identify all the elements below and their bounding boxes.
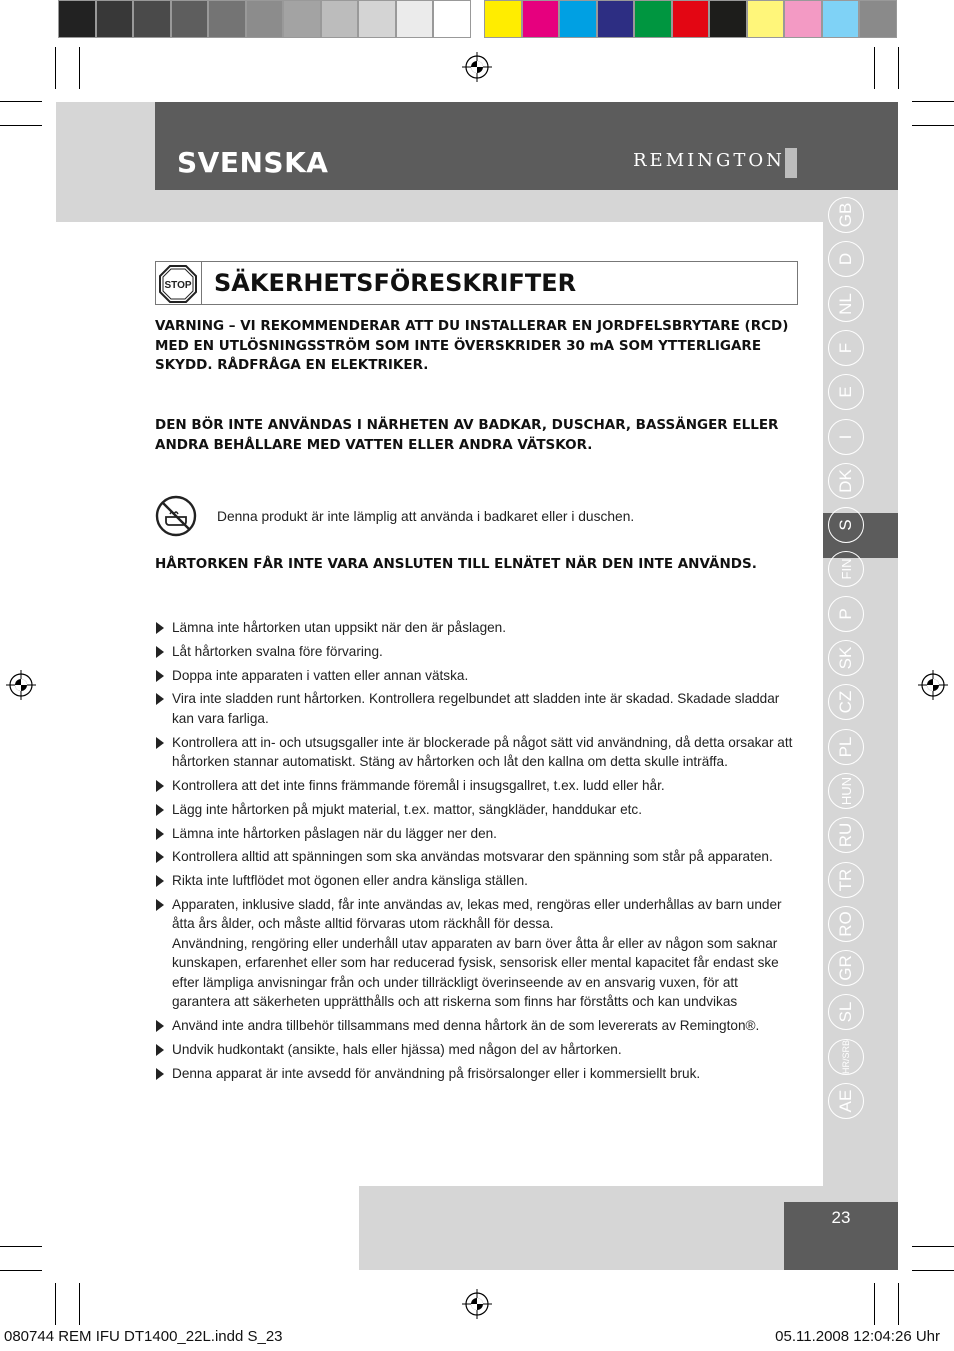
color-swatch	[709, 0, 747, 38]
bullet-triangle-icon	[156, 875, 164, 887]
list-item: Kontrollera alltid att spänningen som ska användas motsvarar den spänning som står på apparaten.	[155, 847, 795, 867]
stop-sign-icon	[158, 264, 198, 304]
bath-note: Denna produkt är inte lämplig att använda i badkaret eller i duschen.	[217, 509, 635, 524]
language-tab[interactable]: DK	[828, 463, 864, 499]
bullet-triangle-icon	[156, 646, 164, 658]
list-item: Lämna inte hårtorken påslagen när du lägger ner den.	[155, 824, 795, 844]
list-item: Apparaten, inklusive sladd, får inte användas av, lekas med, rengöras eller underhållas av barn under åtta års ålder, och måste alltid förvaras utom räckhåll för dessa. Användning, rengöring eller underhåll utav apparaten av barn över åtta år eller av någon som saknar kunskapen, erfarenhet eller som har reducerad fysisk, sensorisk eller mental kapacitet får endast ske efter lämpliga anvisningar från och under tillräckligt överinseende av en ansvarig vuxen, för att garantera att säkerheten upprätthålls och att riskerna som finns har förståtts och kan undvikas	[155, 895, 795, 1012]
language-tab[interactable]: I	[828, 419, 864, 455]
brand-logo: REMINGTON	[633, 150, 785, 171]
language-tab[interactable]: PL	[828, 729, 864, 765]
list-item: Doppa inte apparaten i vatten eller annan vätska.	[155, 666, 795, 686]
color-swatch	[672, 0, 710, 38]
color-swatch	[484, 0, 522, 38]
language-tab[interactable]: TR	[828, 862, 864, 898]
bullet-triangle-icon	[156, 804, 164, 816]
bullet-triangle-icon	[156, 780, 164, 792]
section-title: SÄKERHETSFÖRESKRIFTER	[214, 269, 577, 297]
section-divider	[201, 262, 202, 304]
color-swatch	[396, 0, 434, 38]
list-item: Använd inte andra tillbehör tillsammans med denna hårtork än de som levererats av Remington®.	[155, 1016, 795, 1036]
list-item: Lägg inte hårtorken på mjukt material, t.ex. mattor, sängkläder, handdukar etc.	[155, 800, 795, 820]
color-swatch	[433, 0, 471, 38]
language-tab[interactable]: GB	[828, 197, 864, 233]
page-number-box	[784, 1202, 898, 1270]
print-slug-date: 05.11.2008 12:04:26 Uhr	[775, 1328, 940, 1345]
svg-text:STOP: STOP	[164, 280, 192, 291]
page-title: SVENSKA	[177, 146, 329, 179]
bullet-triangle-icon	[156, 1068, 164, 1080]
warning-unplug: HÅRTORKEN FÅR INTE VARA ANSLUTEN TILL ELNÄTET NÄR DEN INTE ANVÄNDS.	[155, 556, 757, 572]
registration-mark-icon	[462, 52, 492, 82]
language-tab[interactable]: E	[828, 374, 864, 410]
bullet-triangle-icon	[156, 1044, 164, 1056]
bullet-triangle-icon	[156, 851, 164, 863]
list-item: Vira inte sladden runt hårtorken. Kontrollera regelbundet att sladden inte är skadad. Skadade sladdar kan vara farliga.	[155, 689, 795, 728]
language-tab[interactable]: P	[828, 596, 864, 632]
bullet-triangle-icon	[156, 1020, 164, 1032]
language-tab[interactable]: RU	[828, 817, 864, 853]
list-item: Kontrollera att in- och utsugsgaller inte är blockerade på något sätt vid användning, då detta orsakar att hårtorken stannar automatiskt. Stäng av hårtorken och låt den kallna om detta skulle inträffa.	[155, 733, 795, 772]
color-swatch	[522, 0, 560, 38]
language-tab[interactable]: FIN	[828, 551, 864, 587]
language-tab[interactable]: SL	[828, 994, 864, 1030]
list-item: Denna apparat är inte avsedd för användning på frisörsalonger eller i kommersiellt bruk.	[155, 1064, 795, 1084]
bullet-triangle-icon	[156, 693, 164, 705]
color-swatch	[784, 0, 822, 38]
color-bar-process	[484, 0, 897, 40]
registration-mark-icon	[462, 1289, 492, 1319]
color-swatch	[822, 0, 860, 38]
color-swatch	[208, 0, 246, 38]
language-tab[interactable]: HR/SRB	[828, 1039, 864, 1075]
list-item: Kontrollera att det inte finns främmande föremål i insugsgallret, t.ex. ludd eller hår.	[155, 776, 795, 796]
warning-water: DEN BÖR INTE ANVÄNDAS I NÄRHETEN AV BADKAR, DUSCHAR, BASSÄNGER ELLER ANDRA BEHÅLLARE MED VATTEN ELLER ANDRA VÄTSKOR.	[155, 417, 779, 453]
color-swatch	[133, 0, 171, 38]
safety-list	[155, 618, 795, 1088]
list-item: Rikta inte luftflödet mot ögonen eller andra känsliga ställen.	[155, 871, 795, 891]
color-bar-grayscale	[58, 0, 471, 40]
language-tab[interactable]: AE	[828, 1083, 864, 1119]
language-tab[interactable]: F	[828, 330, 864, 366]
language-tab[interactable]: S	[828, 507, 864, 543]
bullet-triangle-icon	[156, 670, 164, 682]
registration-mark-icon	[6, 670, 36, 700]
color-swatch	[747, 0, 785, 38]
registration-mark-icon	[918, 670, 948, 700]
color-swatch	[96, 0, 134, 38]
print-slug-file: 080744 REM IFU DT1400_22L.indd S_23	[4, 1328, 283, 1345]
color-swatch	[634, 0, 672, 38]
color-swatch	[58, 0, 96, 38]
bullet-triangle-icon	[156, 828, 164, 840]
bullet-triangle-icon	[156, 899, 164, 911]
list-item: Undvik hudkontakt (ansikte, hals eller hjässa) med någon del av hårtorken.	[155, 1040, 795, 1060]
language-tab[interactable]: RO	[828, 906, 864, 942]
language-tab[interactable]: HUN	[828, 773, 864, 809]
section-header	[155, 261, 798, 305]
header-title-bar	[155, 102, 898, 190]
color-swatch	[283, 0, 321, 38]
list-item: Lämna inte hårtorken utan uppsikt när den är påslagen.	[155, 618, 795, 638]
color-swatch	[358, 0, 396, 38]
brand-tab	[785, 148, 797, 178]
color-swatch	[171, 0, 209, 38]
no-bath-icon	[155, 495, 197, 537]
language-tab[interactable]: CZ	[828, 684, 864, 720]
bullet-triangle-icon	[156, 737, 164, 749]
language-tab[interactable]: D	[828, 241, 864, 277]
color-swatch	[246, 0, 284, 38]
warning-rcd: VARNING – VI REKOMMENDERAR ATT DU INSTALLERAR EN JORDFELSBRYTARE (RCD) MED EN UTLÖSNINGSSTRÖM SOM INTE ÖVERSKRIDER 30 mA SOM YTTERLIGARE SKYDD. RÅDFRÅGA EN ELEKTRIKER.	[155, 318, 789, 373]
list-item: Låt hårtorken svalna före förvaring.	[155, 642, 795, 662]
page-number: 23	[831, 1208, 851, 1227]
color-swatch	[597, 0, 635, 38]
language-tab[interactable]: GR	[828, 950, 864, 986]
language-tab[interactable]: NL	[828, 286, 864, 322]
language-tab[interactable]: SK	[828, 640, 864, 676]
color-swatch	[859, 0, 897, 38]
color-swatch	[559, 0, 597, 38]
bullet-triangle-icon	[156, 622, 164, 634]
color-swatch	[321, 0, 359, 38]
